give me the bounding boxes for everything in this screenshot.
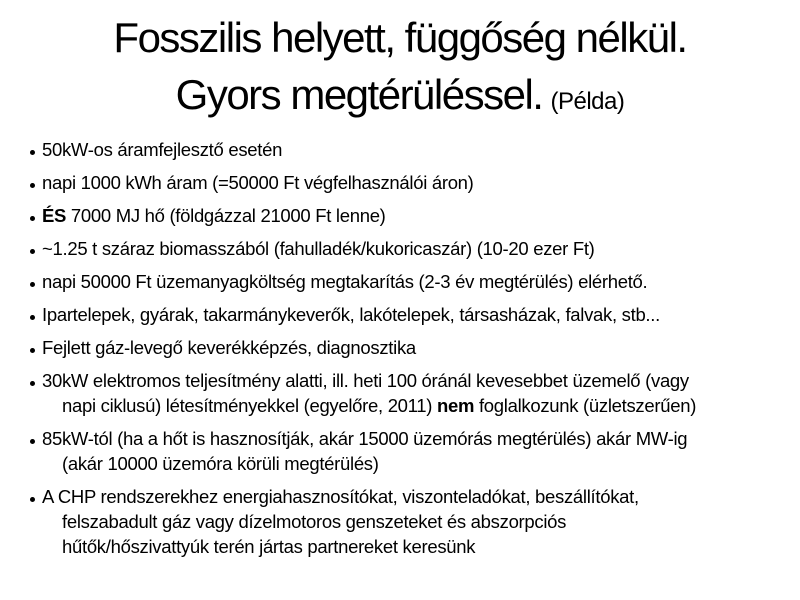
bullet-text: 50kW-os áramfejlesztő esetén <box>42 139 283 160</box>
bullet-text: 30kW elektromos teljesítmény alatti, ill. heti 100 óránál kevesebbet üzemelő (vagy <box>42 370 689 391</box>
bullet-dot-icon <box>30 183 35 188</box>
bullet-dot-icon <box>30 315 35 320</box>
bullet-line <box>0 484 800 509</box>
bullet-dot-icon <box>30 249 35 254</box>
bullet-text: Fejlett gáz-levegő keverékképzés, diagnosztika <box>42 337 416 358</box>
bullet-item <box>0 368 800 418</box>
bullet-item <box>0 302 800 327</box>
title-line-2-main: Gyors megtérüléssel. <box>175 71 543 118</box>
bullet-item <box>0 269 800 294</box>
bullet-item <box>0 203 800 228</box>
bullet-dot-icon <box>30 348 35 353</box>
bullet-list <box>0 137 800 559</box>
bullet-line <box>0 302 800 327</box>
bullet-line-continuation <box>0 509 800 534</box>
bullet-dot-icon <box>30 150 35 155</box>
bullet-dot-icon <box>30 497 35 502</box>
bullet-line-continuation <box>0 393 800 418</box>
bullet-line <box>0 368 800 393</box>
bullet-line-continuation <box>0 534 800 559</box>
bullet-dot-icon <box>30 381 35 386</box>
bullet-text: nem <box>436 395 475 416</box>
bullet-text: 85kW-tól (ha a hőt is hasznosítják, akár 15000 üzemórás megtérülés) akár MW-ig <box>42 428 688 449</box>
bullet-text: ~1.25 t száraz biomasszából (fahulladék/kukoricaszár) (10-20 ezer Ft) <box>42 238 595 259</box>
bullet-item <box>0 137 800 162</box>
bullet-item <box>0 236 800 261</box>
bullet-line-continuation <box>0 451 800 476</box>
bullet-line <box>0 170 800 195</box>
bullet-dot-icon <box>30 216 35 221</box>
bullet-text: felszabadult gáz vagy dízelmotoros genszeteket és abszorpciós <box>62 511 567 532</box>
bullet-item <box>0 170 800 195</box>
title-suffix: (Példa) <box>550 88 625 115</box>
slide-title <box>0 0 800 130</box>
bullet-item <box>0 484 800 559</box>
bullet-line <box>0 203 800 228</box>
bullet-line <box>0 335 800 360</box>
title-line-1: Fosszilis helyett, függőség nélkül. <box>113 14 687 61</box>
bullet-dot-icon <box>30 282 35 287</box>
bullet-dot-icon <box>30 439 35 444</box>
bullet-text: 7000 MJ hő (földgázzal 21000 Ft lenne) <box>66 205 386 226</box>
bullet-line <box>0 137 800 162</box>
bullet-text: Ipartelepek, gyárak, takarmánykeverők, lakótelepek, társasházak, falvak, stb... <box>42 304 660 325</box>
bullet-text: ÉS <box>42 205 67 226</box>
bullet-item <box>0 335 800 360</box>
bullet-line <box>0 269 800 294</box>
bullet-text: napi ciklusú) létesítményekkel (egyelőre, 2011) <box>62 395 437 416</box>
bullet-text: (akár 10000 üzemóra körüli megtérülés) <box>62 453 379 474</box>
bullet-text: foglalkozunk (üzletszerűen) <box>474 395 697 416</box>
bullet-line <box>0 236 800 261</box>
bullet-line <box>0 426 800 451</box>
bullet-text: A CHP rendszerekhez energiahasznosítókat, viszonteladókat, beszállítókat, <box>42 486 639 507</box>
bullet-text: napi 50000 Ft üzemanyagköltség megtakarítás (2-3 év megtérülés) elérhető. <box>42 271 648 292</box>
bullet-item <box>0 426 800 476</box>
bullet-text: napi 1000 kWh áram (=50000 Ft végfelhasználói áron) <box>42 172 474 193</box>
bullet-text: hűtők/hőszivattyúk terén jártas partnereket keresünk <box>62 536 476 557</box>
title-line-2 <box>0 66 800 130</box>
